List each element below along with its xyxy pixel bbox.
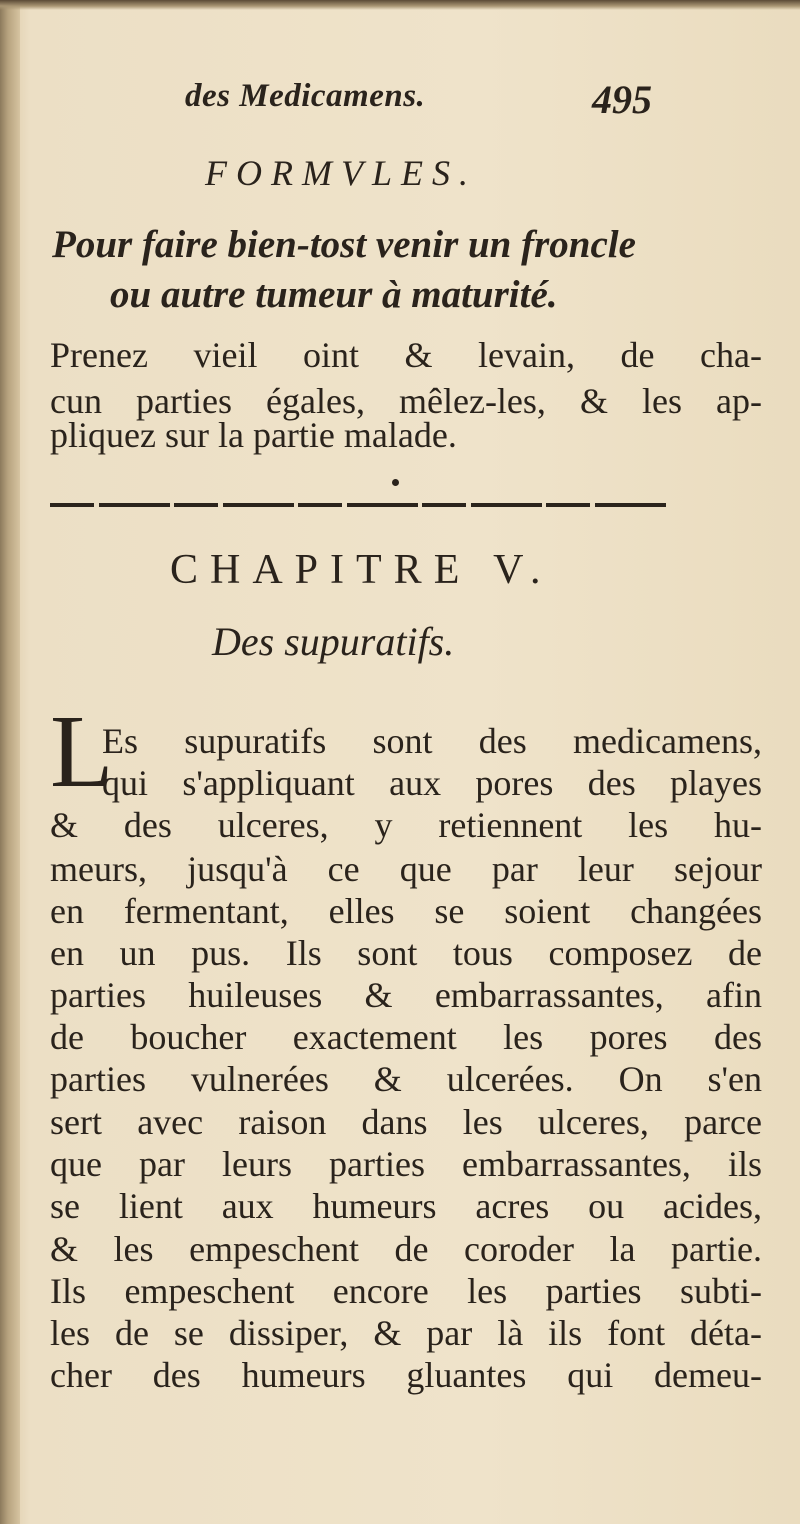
chapter-text-line: meurs, jusqu'à ce que par leur sejour: [50, 849, 762, 889]
recipe-text-line: pliquez sur la partie malade.: [50, 415, 457, 455]
chapter-title: CHAPITRE V.: [170, 547, 553, 593]
recipe-text-line: cun parties égales, mêlez-les, & les ap-: [50, 381, 762, 421]
recipe-title-line-1: Pour faire bien-tost venir un froncle: [52, 223, 636, 266]
chapter-text-line: de boucher exactement les pores des: [50, 1017, 762, 1057]
chapter-text-line: que par leurs parties embarrassantes, ils: [50, 1144, 762, 1184]
page-top-edge: [0, 0, 800, 10]
drop-cap: L: [50, 694, 114, 809]
page-binding-edge: [0, 0, 20, 1524]
chapter-text-line: parties huileuses & embarrassantes, afin: [50, 975, 762, 1015]
chapter-text-line: en un pus. Ils sont tous composez de: [50, 933, 762, 973]
chapter-text-line: les de se dissiper, & par là ils font déta-: [50, 1313, 762, 1353]
chapter-text-line: & les empeschent de coroder la partie.: [50, 1229, 762, 1269]
ink-mark: [392, 479, 399, 486]
formules-heading: FORMVLES.: [205, 153, 477, 193]
chapter-text-line: sert avec raison dans les ulceres, parce: [50, 1102, 762, 1142]
running-head: des Medicamens.: [185, 78, 426, 114]
section-divider-rule: [50, 503, 670, 507]
chapter-text-line: parties vulnerées & ulcerées. On s'en: [50, 1059, 762, 1099]
chapter-text-line: cher des humeurs gluantes qui demeu-: [50, 1355, 762, 1395]
recipe-text-line: Prenez vieil oint & levain, de cha-: [50, 335, 762, 375]
chapter-text-line: Es supuratifs sont des medicamens,: [102, 721, 762, 761]
page-number: 495: [592, 77, 652, 122]
chapter-text-line: se lient aux humeurs acres ou acides,: [50, 1186, 762, 1226]
chapter-text-line: qui s'appliquant aux pores des playes: [102, 763, 762, 803]
chapter-subtitle: Des supuratifs.: [212, 619, 455, 664]
chapter-text-line: en fermentant, elles se soient changées: [50, 891, 762, 931]
chapter-text-line: Ils empeschent encore les parties subti-: [50, 1271, 762, 1311]
recipe-title-line-2: ou autre tumeur à maturité.: [110, 273, 558, 316]
chapter-text-line: & des ulceres, y retiennent les hu-: [50, 805, 762, 845]
